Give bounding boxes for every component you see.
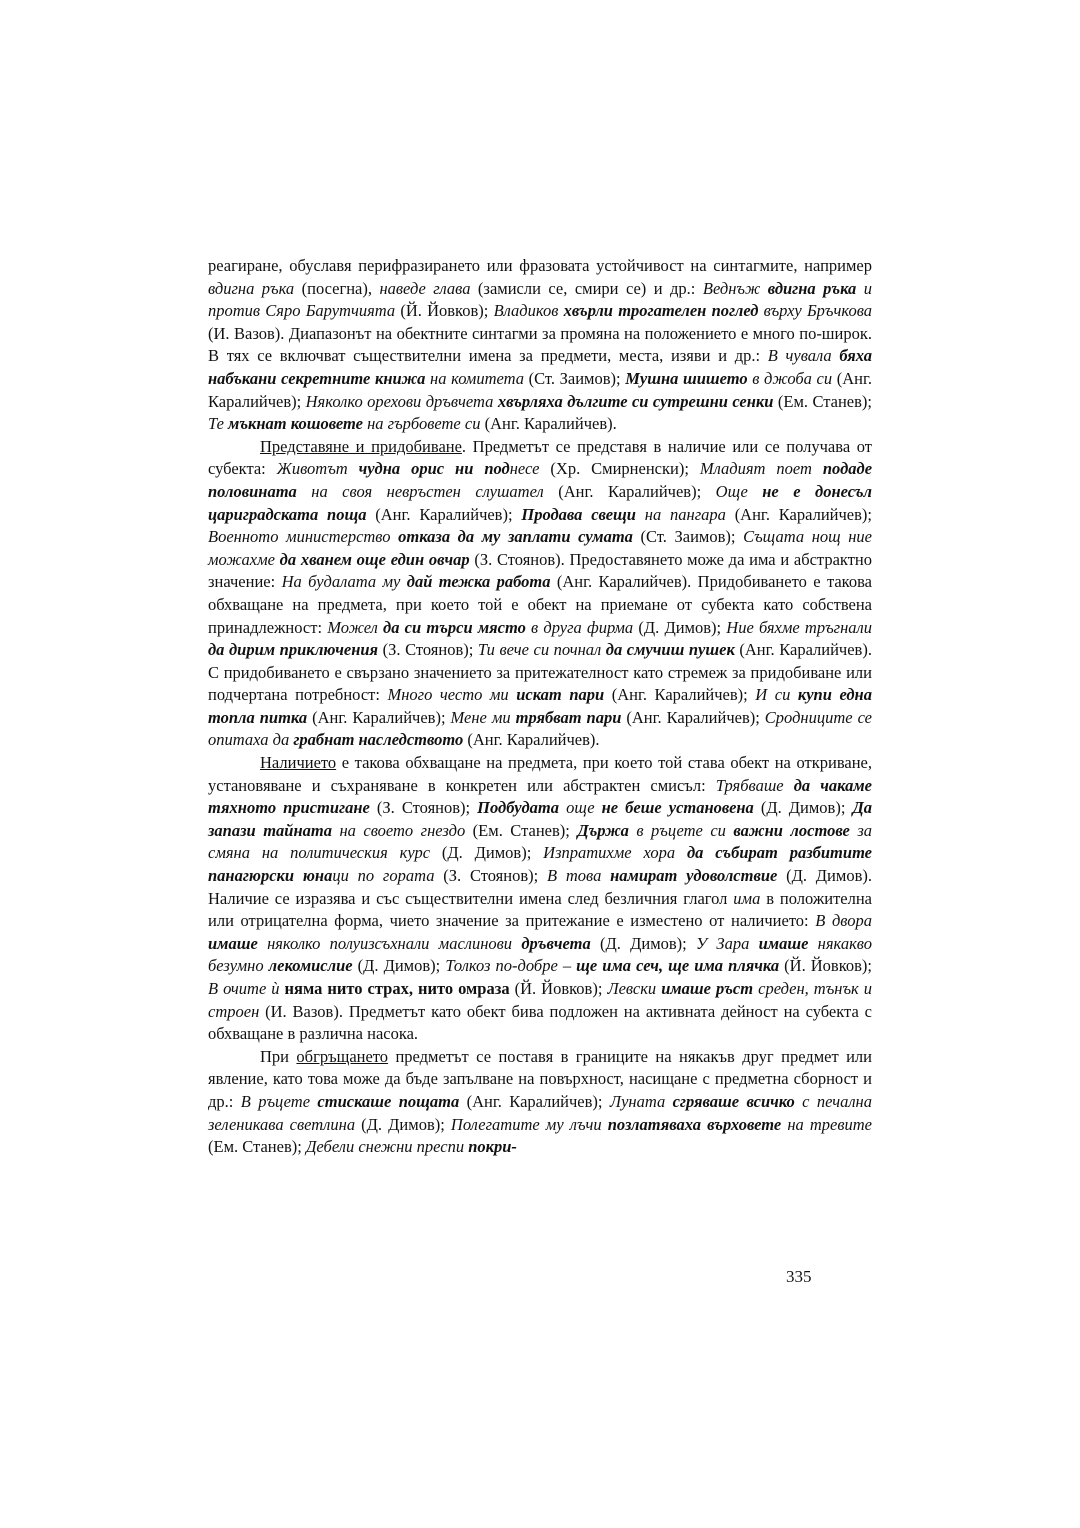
text-run: (Ем. Станев); (773, 391, 872, 411)
example-text: Много често ми (387, 685, 517, 705)
text-run: (Д. Димов); (753, 798, 853, 818)
text-run: (З. Стоянов); (369, 798, 478, 818)
text-run: (Ем. Станев); (465, 820, 578, 840)
example-highlight: хвърли трогателен поглед (563, 301, 759, 321)
example-text: в джоба си (747, 368, 833, 388)
example-text: върху Бръчкова (758, 301, 873, 321)
text-run: (Анг. Каралийчев); (307, 707, 451, 727)
example-highlight: ще има сеч, ще има плячка (576, 956, 780, 976)
example-highlight: да си търси място (383, 617, 526, 637)
example-highlight: грабнат наследството (293, 730, 464, 750)
example-highlight: важни лостове (733, 820, 850, 840)
example-highlight: искат пари (516, 685, 605, 705)
example-highlight: хвърляха дългите си сутрешни сенки (497, 391, 774, 411)
text-run: (Ем. Станев); (208, 1137, 306, 1157)
example-highlight: да хванем още един овчар (279, 549, 470, 569)
example-highlight: лекомислие (268, 956, 353, 976)
example-text: Мене ми (450, 707, 516, 727)
example-highlight: намират удоволствие (610, 866, 778, 886)
example-text: на гърбовете си (362, 414, 481, 434)
example-text: Ние бяхме тръгнали (726, 617, 872, 637)
text-run: предметът се поставя в границите на някакъв друг предмет или явление, като това може да бъде запълване на повърхност, насищане с предметна сборност и др.: (208, 1046, 872, 1111)
example-text: ци по гората (332, 866, 435, 886)
text-run: (Анг. Каралийчев). (463, 730, 600, 750)
example-text: Още (715, 481, 763, 501)
text-run: (Й. Йовков); (509, 979, 608, 998)
example-text: на своето гнездо (331, 820, 466, 840)
example-text: Веднъж (702, 278, 768, 298)
example-highlight: да смучиш пушек (605, 640, 735, 660)
example-text: Няколко орехови дръвчета (305, 391, 498, 411)
example-highlight: отказа да му заплати сумата (398, 527, 633, 547)
text-run: (посегна), (294, 278, 380, 298)
example-text: Младият поет (699, 459, 823, 479)
example-text: В двора (815, 911, 872, 931)
example-text: на своя невръстен слушател (296, 481, 544, 501)
text-run: (Анг. Каралийчев); (604, 685, 756, 705)
example-text: Животът (276, 459, 359, 479)
example-text: Сродниците се опитаха да (208, 707, 873, 750)
example-highlight: сгряваше всичко (672, 1091, 795, 1111)
section-term: Наличието (260, 753, 337, 773)
example-highlight: дай тежка работа (406, 572, 551, 592)
section-term: Представяне и придобиване (260, 436, 462, 456)
text-run: (Ст. Заимов); (523, 368, 626, 388)
example-text: среден, тънък и строен (208, 979, 873, 1021)
example-highlight: не беше установена (601, 798, 754, 818)
example-highlight: имаше ръст (661, 979, 754, 998)
text-run: (Анг. Каралийчев). Придобиването е такова обхващане на предмета, при което той е обект на приемане от субекта като собствена принадлежност: (208, 572, 873, 637)
example-text: И си (755, 685, 798, 705)
example-text: за смяна на политическия курс (208, 820, 873, 863)
example-text: На будалата му (281, 572, 407, 592)
example-text: и против Сяро Барутчията (208, 278, 873, 321)
example-text: Владиков (493, 301, 564, 321)
example-highlight: мъкнат кошовете (228, 414, 363, 434)
example-text: Левски (607, 979, 662, 998)
example-highlight: Продава свещи (521, 504, 636, 524)
example-text: У Зара (696, 933, 759, 953)
text-run: (Анг. Каралийчев). С придобиването е свързано значението за притежателност като стремеж за придобиване или подчертана потребност: (208, 640, 872, 705)
text-run: (Д. Димов); (430, 843, 544, 863)
example-text: няколко полуизсъхнали маслинови (257, 933, 522, 953)
text-run: (Й. Йовков); (395, 301, 494, 321)
example-highlight: няма нито страх, нито омраза (284, 979, 510, 998)
example-highlight: трябват пари (515, 707, 622, 727)
example-text: Изпратихме хора (543, 843, 687, 863)
text-run: (Анг. Каралийчев); (621, 707, 765, 727)
text-run: (Ст. Заимов); (632, 527, 744, 547)
example-text: Военното министерство (208, 527, 399, 547)
example-text: още (559, 798, 602, 818)
example-text: на тревите (781, 1114, 873, 1134)
text-run: (Анг. Каралийчев); (459, 1091, 610, 1111)
text-run: (Д. Димов); (355, 1114, 451, 1134)
example-highlight: да дирим приключения (208, 640, 379, 660)
example-text: има (733, 888, 761, 908)
example-highlight: покри- (468, 1137, 517, 1157)
text-run: (Д. Димов); (590, 933, 697, 953)
example-text: наведе глава (379, 278, 471, 298)
example-text: в ръцете си (628, 820, 734, 840)
text-run: реагиране, обуславя перифразирането или фразовата устойчивост на синтагмите, например (208, 256, 872, 275)
example-highlight: имаше (208, 933, 258, 953)
example-text: Можел (327, 617, 384, 637)
text-run: е такова обхващане на предмета, при което той става обект на откриване, установяване и съхраняване в конкретен или абстрактен смисъл: (208, 753, 872, 795)
example-highlight: Подбудата (477, 798, 560, 818)
text-run: (Анг. Каралийчев). (480, 414, 617, 434)
example-text: Луната (609, 1091, 673, 1111)
example-highlight: купи една топла питка (208, 685, 872, 727)
example-text: Ти вече си почнал (477, 640, 606, 660)
example-highlight: Мушна шишето (625, 368, 748, 388)
text-run: (И. Вазов). Диапазонът на обектните синтагми за промяна на положението е много по-широк. В тях се включват съществителни имена за предмети, места, изяви и др.: (208, 323, 872, 366)
paragraph (208, 752, 872, 1046)
text-run: (З. Стоянов); (378, 640, 478, 660)
text-run: (З. Стоянов). Предоставянето може да има и абстрактно значение: (208, 549, 872, 592)
example-highlight: Държа (577, 820, 629, 840)
text-run: (Анг. Каралийчев); (543, 481, 716, 501)
text-run: (Д. Димов); (633, 617, 727, 637)
example-highlight: да събират разбитите панагюрски юна (208, 843, 873, 886)
example-highlight: бяха набъкани секретните книжа (208, 346, 872, 388)
example-text: на пангара (635, 504, 726, 524)
example-text: несе (509, 459, 540, 479)
example-text: В очите ѝ (208, 979, 285, 998)
text-run: в положителна или отрицателна форма, чието значение за притежание е изместено от наличието: (208, 888, 873, 931)
text-run: (Хр. Смирненски); (539, 459, 700, 479)
example-text: В чувала (767, 346, 840, 366)
example-highlight: чудна орис ни под (358, 459, 510, 479)
example-text: с печална зеленикава светлина (208, 1091, 872, 1134)
example-highlight: дръвчета (521, 933, 591, 953)
example-highlight: подаде половината (208, 459, 873, 501)
text-run: (Анг. Каралийчев); (366, 504, 522, 524)
example-text: Същата нощ ние можахме (208, 527, 873, 569)
text-run: (З. Стоянов); (434, 866, 547, 886)
paragraph (208, 255, 872, 436)
example-text: в друга фирма (525, 617, 634, 637)
example-highlight: имаше (758, 933, 809, 953)
section-term: обгръщането (296, 1046, 389, 1066)
example-text: Дебели снежни преспи (305, 1137, 469, 1157)
example-text: вдигна ръка (208, 278, 295, 298)
example-highlight: да чакаме тяхното пристигане (208, 775, 872, 818)
example-highlight: не е донесъл цариградската поща (208, 481, 872, 524)
example-highlight: позлатяваха върховете (607, 1114, 782, 1134)
page-number: 335 (786, 1267, 812, 1286)
example-text: Те (208, 414, 229, 434)
example-highlight: Да запази тайната (208, 798, 872, 840)
example-text: на комитета (425, 368, 524, 388)
example-highlight: стискаше пощата (317, 1091, 460, 1111)
text-run: (Й. Йовков); (779, 956, 873, 976)
text-run: (Анг. Каралийчев); (725, 504, 872, 524)
example-text: Трябваше (715, 775, 794, 795)
example-text: Полегатите му лъчи (450, 1114, 608, 1134)
example-text: В ръцете (240, 1091, 318, 1111)
text-run: (замисли се, смири се) и др.: (470, 278, 703, 298)
text-run: (И. Вазов). Предметът като обект бива подложен на активната дейност на субекта с обхващане в различна насока. (208, 1001, 872, 1044)
text-run: (Д. Димов). Наличие се изразява и със съществителни имена след безличния глагол (208, 866, 872, 908)
text-run: (Д. Димов); (352, 956, 446, 976)
text-run: При (260, 1046, 297, 1066)
text-run: (Анг. Каралийчев); (208, 368, 873, 411)
text-run: . Предметът се представя в наличие или се получава от субекта: (208, 436, 872, 479)
example-text: някакво безумно (208, 933, 872, 976)
example-text: Толкоз по-добре – (445, 956, 577, 976)
body-text (208, 255, 872, 1159)
example-highlight: вдигна ръка (767, 278, 857, 298)
paragraph (208, 436, 872, 752)
paragraph (208, 1046, 872, 1159)
example-text: В това (547, 866, 611, 886)
